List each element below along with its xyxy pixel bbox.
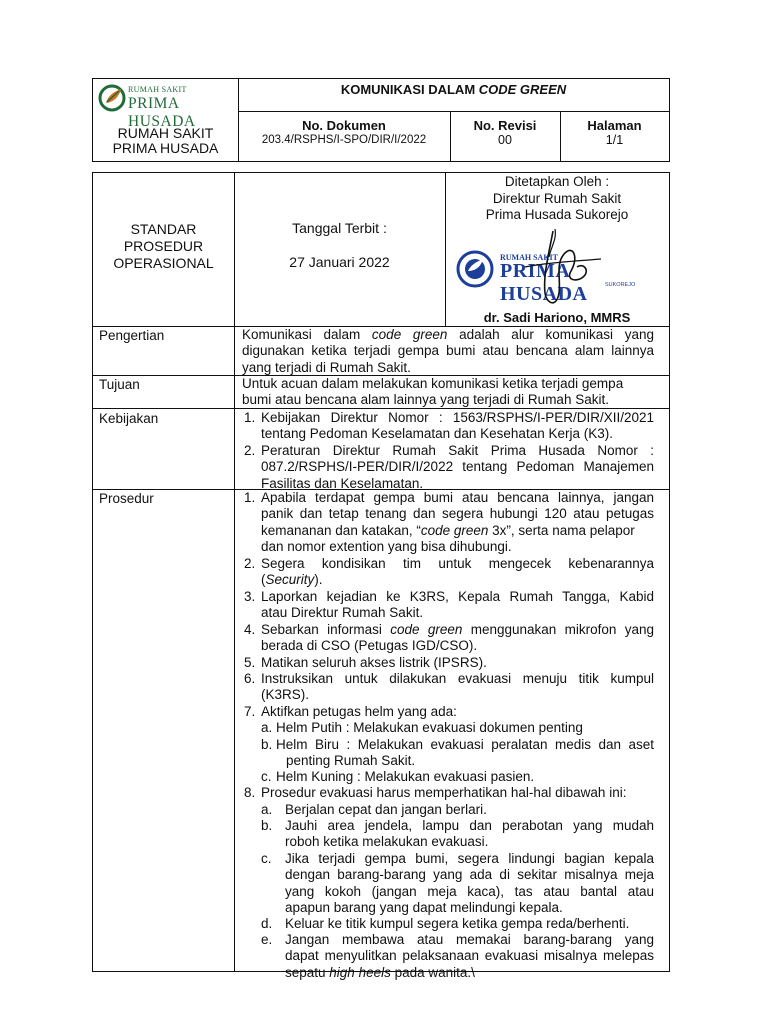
sub-item: Helm Putih : Melakukan evakuasi dokumen penting	[276, 720, 583, 735]
spo-label-3: OPERASIONAL	[113, 255, 214, 271]
prosedur-item: Instruksikan untuk dilakukan evakuasi menuju titik kumpul (K3RS).	[261, 671, 654, 703]
kebijakan-label: Kebijakan	[99, 411, 159, 426]
prosedur-item-number: 1.	[244, 490, 256, 505]
kebijakan-item-number: 2.	[244, 443, 256, 458]
revision-label: No. Revisi	[473, 118, 537, 133]
logo-text-large: PRIMA HUSADA	[128, 95, 196, 130]
prosedur-item-number: 8.	[244, 785, 256, 800]
issue-date-label: Tanggal Terbit :	[292, 220, 387, 236]
doc-no-label: No. Dokumen	[302, 118, 386, 133]
stamp-text-small: RUMAH SAKIT	[500, 253, 559, 262]
prosedur-item-number: 2.	[244, 556, 256, 571]
sub-item: Keluar ke titik kumpul segera ketika gempa reda/berhenti.	[285, 916, 630, 931]
revision-value: 00	[498, 133, 512, 147]
page-value: 1/1	[605, 133, 624, 147]
prosedur-item-number: 4.	[244, 622, 256, 637]
prosedur-item-number: 5.	[244, 655, 256, 670]
issue-date: 27 Januari 2022	[289, 254, 390, 270]
tujuan-text: Untuk acuan dalam melakukan komunikasi ketika terjadi gempa bumi atau bencana alam lainnya yang terjadi di Rumah Sakit.	[242, 376, 624, 408]
document-title: KOMUNIKASI DALAM CODE GREEN	[340, 82, 567, 97]
prosedur-item: Laporkan kejadian ke K3RS, Kepala Rumah Tangga, Kabid atau Direktur Rumah Sakit.	[261, 589, 654, 621]
header-table	[92, 78, 670, 162]
prosedur-item: Apabila terdapat gempa bumi atau bencana lainnya, jangan panik dan tetap tenang dan segera hubungi 120 atau petugas kemananan dan katakan, “code green 3x”, serta nama pelapor dan nomor extention yang bisa dihubungi.	[261, 490, 654, 554]
signatory-name: dr. Sadi Hariono, MMRS	[483, 310, 631, 325]
hospital-logo	[97, 83, 235, 130]
sub-item: Jika terjadi gempa bumi, segera lindungi bagian kepala dengan barang-barang yang ada di sekitar misalnya meja yang kokoh (jangan meja kaca), tas atau bantal atau apapun barang yang dapat melindungi kepala.	[285, 851, 654, 915]
spo-label-2: PROSEDUR	[123, 238, 204, 254]
stamp-logo-icon	[455, 249, 495, 289]
hospital-name-2: PRIMA HUSADA	[112, 140, 219, 156]
hospital-name-1: RUMAH SAKIT	[117, 125, 214, 141]
sub-item-letter: a.	[261, 802, 273, 817]
sub-item-letter: c.	[261, 769, 272, 784]
prosedur-item: Matikan seluruh akses listrik (IPSRS).	[261, 655, 487, 670]
kebijakan-item-number: 1.	[244, 410, 256, 425]
sub-item-letter: e.	[261, 932, 273, 947]
prosedur-item: Sebarkan informasi code green menggunakan mikrofon yang berada di CSO (Petugas IGD/CSO).	[261, 622, 654, 654]
prosedur-item-number: 3.	[244, 589, 256, 604]
prosedur-item-number: 7.	[244, 704, 256, 719]
leaf-logo-icon	[97, 83, 131, 113]
approved-by-3: Prima Husada Sukorejo	[485, 207, 629, 222]
procedure-table	[92, 172, 670, 980]
sub-item-letter: b.	[261, 818, 273, 833]
prosedur-item: Prosedur evakuasi harus memperhatikan hal-hal dibawah ini:	[261, 785, 627, 800]
signature-scribble	[505, 223, 625, 313]
tujuan-label: Tujuan	[99, 377, 140, 392]
approved-by-1: Ditetapkan Oleh :	[504, 174, 610, 189]
sub-item: Jauhi area jendela, lampu dan perabotan yang mudah roboh ketika melakukan evakuasi.	[285, 818, 654, 850]
pengertian-text: Komunikasi dalam code green adalah alur komunikasi yang digunakan ketika terjadi gempa bumi atau bencana alam lainnya yang terjadi di Rumah Sakit.	[242, 327, 654, 375]
sub-item-letter: b.	[261, 737, 273, 752]
sub-item: Berjalan cepat dan jangan berlari.	[285, 802, 487, 817]
page-label: Halaman	[587, 118, 642, 133]
prosedur-item-number: 6.	[244, 671, 256, 686]
sub-item: Jangan membawa atau memakai barang-barang yang dapat menyulitkan pelaksanaan evakuasi misalnya melepas sepatu high heels pada wanita.\	[285, 932, 654, 980]
sub-item-letter: c.	[261, 851, 272, 866]
pengertian-label: Pengertian	[99, 328, 165, 343]
logo-text-small: RUMAH SAKIT	[128, 85, 187, 94]
kebijakan-item: Peraturan Direktur Rumah Sakit Prima Husada Nomor : 087.2/RSPHS/I-PER/DIR/I/2022 tentang Pedoman Manajemen Fasilitas dan Keselamatan.	[261, 443, 654, 491]
spo-label-1: STANDAR	[130, 221, 197, 237]
sub-item: Helm Biru : Melakukan evakuasi peralatan medis dan aset penting Rumah Sakit.	[276, 737, 654, 769]
sub-item: Helm Kuning : Melakukan evakuasi pasien.	[276, 769, 535, 784]
prosedur-item: Aktifkan petugas helm yang ada:	[261, 704, 457, 719]
prosedur-item: Segera kondisikan tim untuk mengecek kebenarannya (Security).	[261, 556, 654, 588]
sub-item-letter: a.	[261, 720, 273, 735]
stamp-text-city: SUKOREJO	[605, 282, 636, 288]
sub-item-letter: d.	[261, 916, 273, 931]
doc-no-value: 203.4/RSPHS/I-SPO/DIR/I/2022	[261, 134, 427, 146]
approved-by-2: Direktur Rumah Sakit	[492, 191, 622, 206]
prosedur-label: Prosedur	[99, 491, 154, 506]
kebijakan-item: Kebijakan Direktur Nomor : 1563/RSPHS/I-PER/DIR/XII/2021 tentang Pedoman Keselamatan dan Kesehatan Kerja (K3).	[261, 410, 654, 442]
stamp-text-large: PRIMA HUSADA	[500, 260, 588, 305]
